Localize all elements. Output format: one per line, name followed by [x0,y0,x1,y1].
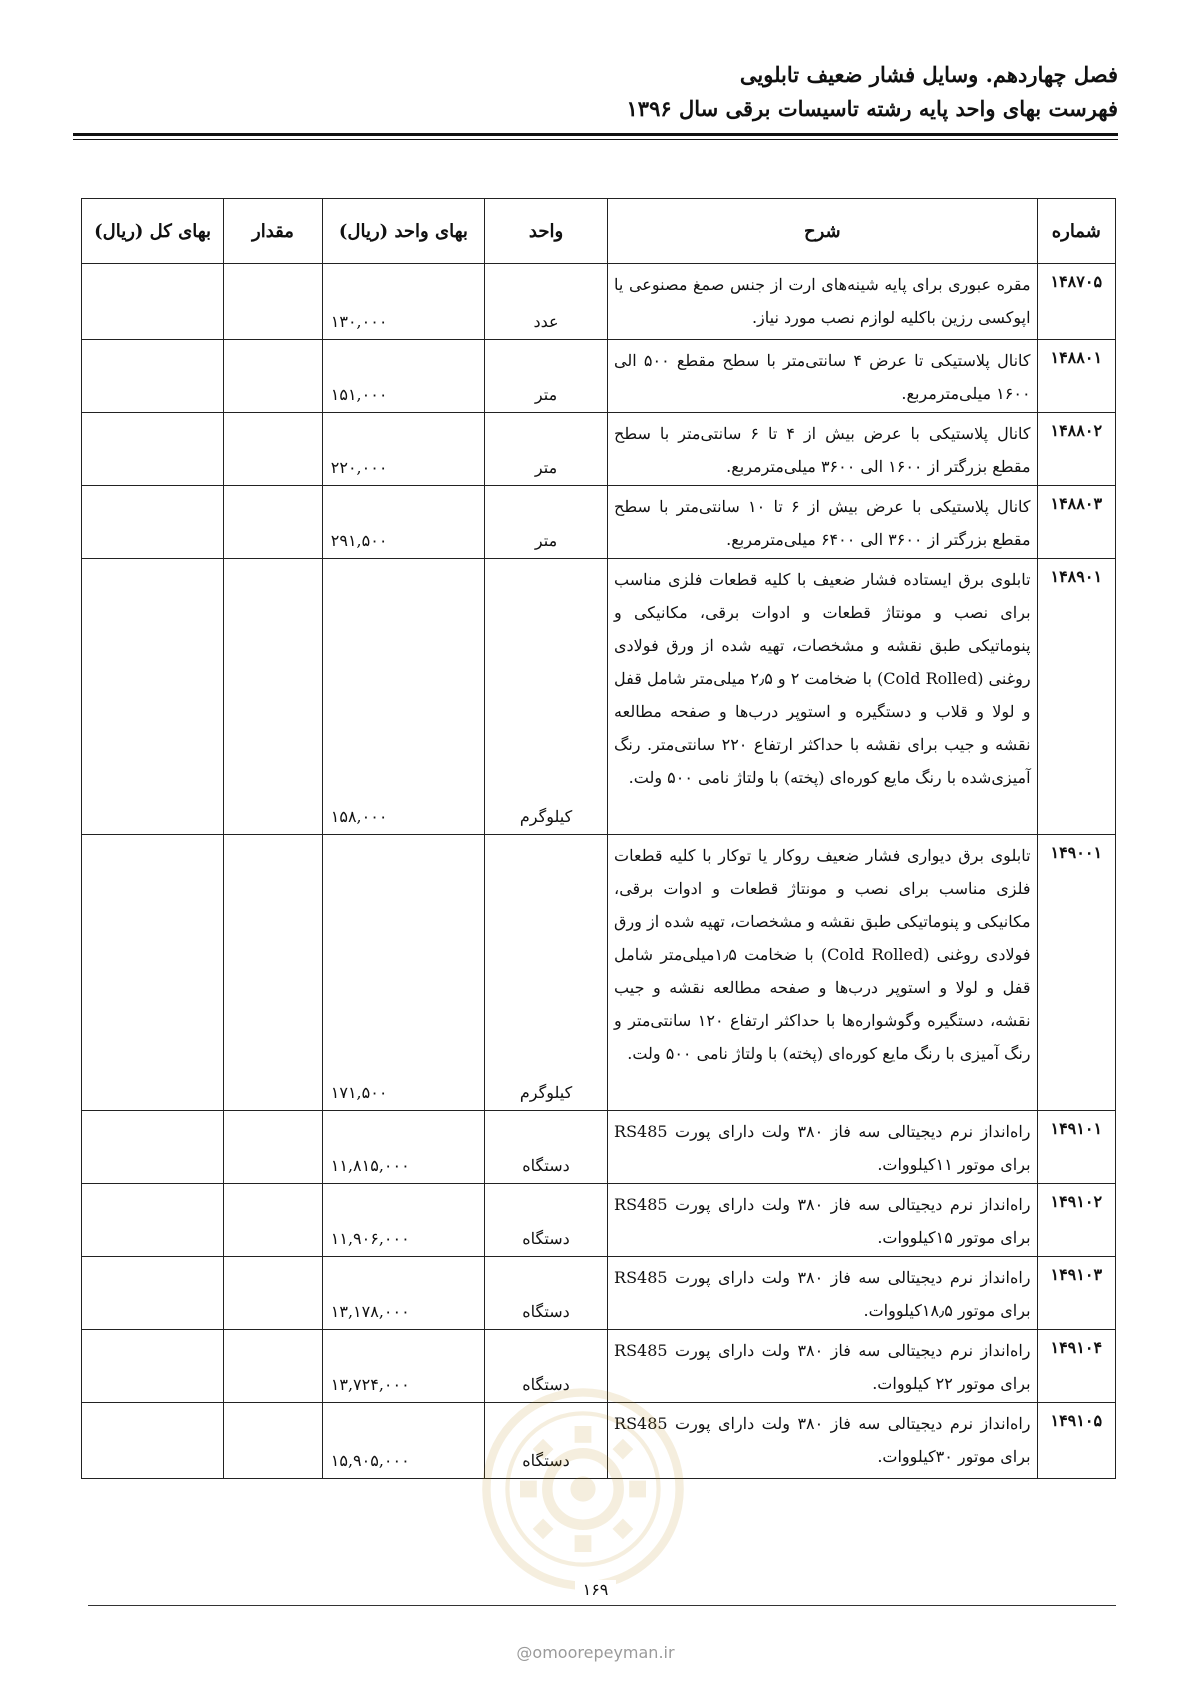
item-description: راه‌انداز نرم دیجیتالی سه فاز ۳۸۰ ولت دارای پورت RS485 برای موتور ۲۲ کیلووات. [608,1330,1038,1403]
table-row [82,340,1116,413]
page-number-wrap [0,1580,1191,1599]
document-title: فهرست بهای واحد پایه رشته تاسیسات برقی سال ۱۳۹۶ [626,96,1118,121]
table-row [82,264,1116,340]
item-quantity [224,340,323,413]
table-header-row [82,199,1116,264]
item-quantity [224,1330,323,1403]
item-description: کانال پلاستیکی با عرض بیش از ۴ تا ۶ سانتی‌متر با سطح مقطع بزرگتر از ۱۶۰۰ الی ۳۶۰۰ میلی‌مترمربع. [608,413,1038,486]
item-total [82,1330,224,1403]
item-description: تابلوی برق دیواری فشار ضعیف روکار یا توکار با کلیه قطعات فلزی مناسب برای نصب و مونتاژ قطعات و ادوات برقی، مکانیکی و پنوماتیکی طبق نقشه و مشخصات، تهیه شده از ورق فولادی روغنی (Cold Rolled) با ضخامت ۱٫۵میلی‌متر شامل قفل و لولا و استوپر درب‌ها و صفحه مطالعه نقشه و جیب نقشه، دستگیره وگوشواره‌ها با حداکثر ارتفاع ۱۲۰ سانتی‌متر و رنگ آمیزی با رنگ مایع کوره‌ای (پخته) با ولتاژ نامی ۵۰۰ ولت. [608,835,1038,1111]
item-unit: دستگاه [485,1111,608,1184]
item-quantity [224,1403,323,1479]
item-unit-price: ۱۵۸,۰۰۰ [322,559,484,835]
item-description: تابلوی برق ایستاده فشار ضعیف با کلیه قطعات فلزی مناسب برای نصب و مونتاژ قطعات و ادوات برقی، مکانیکی و پنوماتیکی طبق نقشه و مشخصات، تهیه شده از ورق فولادی روغنی (Cold Rolled) با ضخامت ۲ و ۲٫۵ میلی‌متر شامل قفل و لولا و قلاب و دستگیره و استوپر درب‌ها و صفحه مطالعه نقشه و جیب برای نقشه با حداکثر ارتفاع ۲۲۰ سانتی‌متر. رنگ آمیزی‌شده با رنگ مایع کوره‌ای (پخته) با ولتاژ نامی ۵۰۰ ولت. [608,559,1038,835]
page-header [68,58,1118,126]
item-quantity [224,1257,323,1330]
item-description: راه‌انداز نرم دیجیتالی سه فاز ۳۸۰ ولت دارای پورت RS485 برای موتور ۱۸٫۵کیلووات. [608,1257,1038,1330]
price-table [81,198,1116,1479]
item-quantity [224,835,323,1111]
item-number: ۱۴۹۱۰۱ [1037,1111,1115,1184]
header-rule-thick [73,133,1118,136]
item-quantity [224,1184,323,1257]
item-unit: متر [485,486,608,559]
item-unit: دستگاه [485,1403,608,1479]
item-number: ۱۴۹۰۰۱ [1037,835,1115,1111]
item-unit: دستگاه [485,1330,608,1403]
item-description: راه‌انداز نرم دیجیتالی سه فاز ۳۸۰ ولت دارای پورت RS485 برای موتور ۱۵کیلووات. [608,1184,1038,1257]
item-quantity [224,413,323,486]
item-total [82,835,224,1111]
item-unit-price: ۱۱,۸۱۵,۰۰۰ [322,1111,484,1184]
page-number: ۱۶۹ [575,1580,617,1599]
item-quantity [224,1111,323,1184]
table-row [82,1330,1116,1403]
item-description: راه‌انداز نرم دیجیتالی سه فاز ۳۸۰ ولت دارای پورت RS485 برای موتور ۱۱کیلووات. [608,1111,1038,1184]
item-description: راه‌انداز نرم دیجیتالی سه فاز ۳۸۰ ولت دارای پورت RS485 برای موتور ۳۰کیلووات. [608,1403,1038,1479]
item-quantity [224,559,323,835]
item-unit-price: ۲۹۱,۵۰۰ [322,486,484,559]
item-unit: کیلوگرم [485,835,608,1111]
item-unit: متر [485,340,608,413]
item-unit-price: ۱۵۱,۰۰۰ [322,340,484,413]
item-number: ۱۴۸۸۰۳ [1037,486,1115,559]
item-quantity [224,486,323,559]
item-total [82,413,224,486]
item-unit: کیلوگرم [485,559,608,835]
item-number: ۱۴۸۹۰۱ [1037,559,1115,835]
item-quantity [224,264,323,340]
item-unit-price: ۱۵,۹۰۵,۰۰۰ [322,1403,484,1479]
item-total [82,559,224,835]
item-unit: متر [485,413,608,486]
website-watermark: @omoorepeyman.ir [516,1643,675,1662]
item-unit-price: ۱۳,۷۲۴,۰۰۰ [322,1330,484,1403]
item-total [82,1111,224,1184]
table-row [82,559,1116,835]
item-unit-price: ۲۲۰,۰۰۰ [322,413,484,486]
item-description: کانال پلاستیکی با عرض بیش از ۶ تا ۱۰ سانتی‌متر با سطح مقطع بزرگتر از ۳۶۰۰ الی ۶۴۰۰ میلی‌مترمربع. [608,486,1038,559]
header-total-price: بهای کل (ریال) [82,199,224,264]
item-unit: دستگاه [485,1257,608,1330]
item-total [82,486,224,559]
item-description: کانال پلاستیکی تا عرض ۴ سانتی‌متر با سطح مقطع ۵۰۰ الی ۱۶۰۰ میلی‌مترمربع. [608,340,1038,413]
item-number: ۱۴۸۸۰۲ [1037,413,1115,486]
item-number: ۱۴۸۸۰۱ [1037,340,1115,413]
header-unit-price: بهای واحد (ریال) [322,199,484,264]
item-total [82,1403,224,1479]
item-unit-price: ۱۷۱,۵۰۰ [322,835,484,1111]
item-number: ۱۴۹۱۰۲ [1037,1184,1115,1257]
item-unit-price: ۱۳۰,۰۰۰ [322,264,484,340]
item-unit: دستگاه [485,1184,608,1257]
item-number: ۱۴۹۱۰۳ [1037,1257,1115,1330]
table-row [82,1403,1116,1479]
item-number: ۱۴۸۷۰۵ [1037,264,1115,340]
item-number: ۱۴۹۱۰۴ [1037,1330,1115,1403]
table-row [82,486,1116,559]
footer-rule [88,1605,1116,1606]
header-description: شرح [608,199,1038,264]
table-row [82,1184,1116,1257]
item-total [82,1257,224,1330]
header-unit: واحد [485,199,608,264]
table-row [82,835,1116,1111]
table-row [82,1111,1116,1184]
header-rule-thin [73,139,1118,140]
item-unit-price: ۱۱,۹۰۶,۰۰۰ [322,1184,484,1257]
chapter-title: فصل چهاردهم. وسایل فشار ضعیف تابلویی [739,62,1118,87]
item-total [82,1184,224,1257]
item-unit-price: ۱۳,۱۷۸,۰۰۰ [322,1257,484,1330]
header-number: شماره [1037,199,1115,264]
item-total [82,340,224,413]
item-total [82,264,224,340]
item-unit: عدد [485,264,608,340]
table-row [82,413,1116,486]
header-quantity: مقدار [224,199,323,264]
item-number: ۱۴۹۱۰۵ [1037,1403,1115,1479]
item-description: مقره عبوری برای پایه شینه‌های ارت از جنس صمغ مصنوعی یا اپوکسی رزین باکلیه لوازم نصب مورد نیاز. [608,264,1038,340]
table-row [82,1257,1116,1330]
